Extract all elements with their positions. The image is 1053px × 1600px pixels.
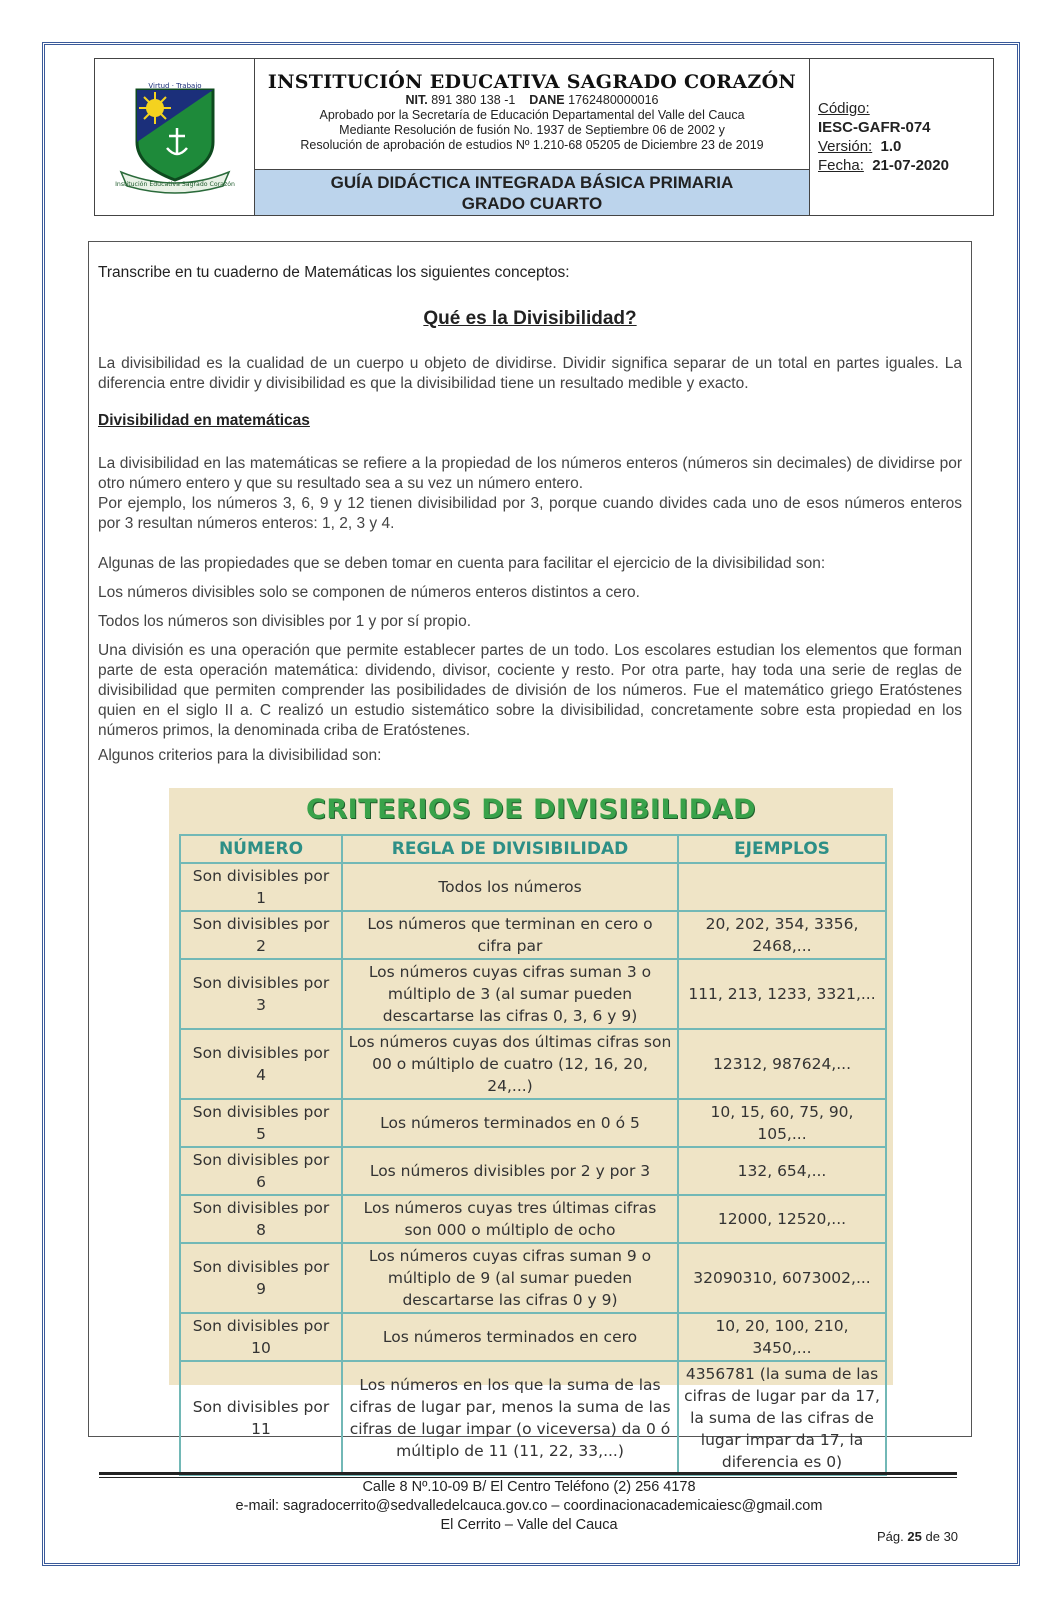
row-number: Son divisibles por 2 — [180, 911, 342, 959]
criteria-table — [179, 834, 887, 1476]
row-number: Son divisibles por 10 — [180, 1313, 342, 1361]
version-value: 1.0 — [880, 138, 902, 155]
footer-email: e-mail: sagradocerrito@sedvalledelcauca.gov.co – coordinacionacademicaiesc@gmail.com — [235, 1498, 823, 1514]
row-number: Son divisibles por 6 — [180, 1147, 342, 1195]
row-examples: 111, 213, 1233, 3321,... — [678, 959, 886, 1029]
code-value: IESC-GAFR-074 — [818, 119, 931, 136]
row-rule: Los números terminados en cero — [342, 1313, 678, 1361]
row-number: Son divisibles por 9 — [180, 1243, 342, 1313]
property-nonzero: Los números divisibles solo se componen de números enteros distintos a cero. — [98, 584, 640, 601]
subheading-math: Divisibilidad en matemáticas — [98, 412, 310, 429]
table-row — [180, 1313, 886, 1361]
row-rule: Los números cuyas tres últimas cifras son 000 o múltiplo de ocho — [342, 1195, 678, 1243]
document-code-block — [810, 59, 993, 215]
section-title: Qué es la Divisibilidad? — [423, 308, 637, 329]
header-numero: NÚMERO — [180, 835, 342, 863]
property-self: Todos los números son divisibles por 1 y por sí propio. — [98, 613, 472, 630]
footer-city: El Cerrito – Valle del Cauca — [440, 1517, 618, 1533]
institution-name: INSTITUCIÓN EDUCATIVA SAGRADO CORAZÓN — [267, 71, 797, 93]
nit-dane-line: NIT. 891 380 138 -1 DANE 1762480000016 — [405, 93, 659, 107]
row-examples: 12000, 12520,... — [678, 1195, 886, 1243]
table-header-row — [180, 835, 886, 863]
fusion-line: Mediante Resolución de fusión No. 1937 de Septiembre 06 de 2002 y — [339, 123, 725, 137]
paragraph-definition: La divisibilidad es la cualidad de un cuerpo u objeto de dividirse. Dividir significa separar de un total en partes iguales. La diferencia entre dividir y divisibilidad es que la divisibilidad tiene un resultado medible y exacto. — [98, 355, 962, 392]
row-rule: Los números en los que la suma de las cifras de lugar par, menos la suma de las cifras de lugar impar (o viceversa) da 0 ó múltiplo de 11 (11, 22, 33,...) — [342, 1361, 678, 1475]
criteria-title: CRITERIOS DE DIVISIBILIDAD — [306, 794, 756, 825]
approval-line: Aprobado por la Secretaría de Educación Departamental del Valle del Cauca — [319, 108, 745, 122]
table-row — [180, 911, 886, 959]
date-value: 21-07-2020 — [872, 157, 949, 174]
table-row — [180, 1147, 886, 1195]
header-ejemplos: EJEMPLOS — [678, 835, 886, 863]
svg-text:Institución Educativa Sagrado: Institución Educativa Sagrado Corazón — [114, 181, 235, 188]
version-label: Versión: — [818, 138, 873, 155]
guide-title-band: GUÍA DIDÁCTICA INTEGRADA BÁSICA PRIMARIA GRADO CUARTO — [255, 169, 809, 215]
svg-text:Virtud · Trabajo: Virtud · Trabajo — [147, 82, 202, 90]
date-label: Fecha: — [818, 157, 864, 174]
school-logo — [95, 59, 255, 215]
document-header — [94, 58, 994, 216]
table-row — [180, 959, 886, 1029]
table-row — [180, 1099, 886, 1147]
row-number: Son divisibles por 11 — [180, 1361, 342, 1475]
row-rule: Los números que terminan en cero o cifra par — [342, 911, 678, 959]
header-regla: REGLA DE DIVISIBILIDAD — [342, 835, 678, 863]
row-examples: 12312, 987624,... — [678, 1029, 886, 1099]
paragraph-properties: Algunas de las propiedades que se deben tomar en cuenta para facilitar el ejercicio de la divisibilidad son: — [98, 555, 826, 572]
shield-icon — [115, 76, 235, 198]
row-rule: Los números divisibles por 2 y por 3 — [342, 1147, 678, 1195]
row-number: Son divisibles por 8 — [180, 1195, 342, 1243]
row-number: Son divisibles por 5 — [180, 1099, 342, 1147]
row-examples — [678, 863, 886, 911]
document-footer — [94, 1478, 964, 1535]
page-number: Pág. 25 de 30 — [877, 1529, 959, 1544]
row-rule: Los números terminados en 0 ó 5 — [342, 1099, 678, 1147]
row-number: Son divisibles por 1 — [180, 863, 342, 911]
row-examples: 10, 15, 60, 75, 90, 105,... — [678, 1099, 886, 1147]
paragraph-division: Una división es una operación que permite establecer partes de un todo. Los escolares estudian los elementos que forman parte de esta operación matemática: dividendo, divisor, cociente y resto. Por otra parte, hay toda una serie de reglas de divisibilidad que permiten comprender las posibilidades de división de los números. Fue el matemático griego Eratóstenes quien en el siglo II a. C realizó un estudio sistemático sobre la divisibilidad, concretamente sobre esta propiedad en los números primos, la denominada criba de Eratóstenes. — [98, 642, 962, 739]
table-row — [180, 1243, 886, 1313]
table-row — [180, 1195, 886, 1243]
row-rule: Los números cuyas cifras suman 9 o múltiplo de 9 (al sumar pueden descartarse las cifras 0 y 9) — [342, 1243, 678, 1313]
intro-text: Transcribe en tu cuaderno de Matemáticas los siguientes conceptos: — [98, 264, 570, 281]
row-rule: Los números cuyas cifras suman 3 o múltiplo de 3 (al sumar pueden descartarse las cifras 0, 3, 6 y 9) — [342, 959, 678, 1029]
paragraph-example: Por ejemplo, los números 3, 6, 9 y 12 tienen divisibilidad por 3, porque cuando divides cada uno de esos números enteros por 3 resultan números enteros: 1, 2, 3 y 4. — [98, 495, 962, 532]
row-examples: 10, 20, 100, 210, 3450,... — [678, 1313, 886, 1361]
paragraph-math: La divisibilidad en las matemáticas se refiere a la propiedad de los números enteros (números sin decimales) de dividirse por otro número entero y que su resultado sea a su vez un número entero. — [98, 455, 962, 492]
row-rule: Todos los números — [342, 863, 678, 911]
row-examples: 20, 202, 354, 3356, 2468,... — [678, 911, 886, 959]
table-row — [180, 1361, 886, 1475]
row-rule: Los números cuyas dos últimas cifras son 00 o múltiplo de cuatro (12, 16, 20, 24,...) — [342, 1029, 678, 1099]
content-box — [88, 241, 972, 1471]
resolution-line: Resolución de aprobación de estudios Nº 1.210-68 05205 de Diciembre 23 de 2019 — [300, 138, 764, 152]
row-number: Son divisibles por 3 — [180, 959, 342, 1029]
table-row — [180, 863, 886, 911]
row-examples: 32090310, 6073002,... — [678, 1243, 886, 1313]
paragraph-criteria-intro: Algunos criterios para la divisibilidad son: — [98, 747, 382, 764]
footer-divider — [99, 1472, 957, 1475]
code-label: Código: — [818, 100, 870, 117]
row-examples: 132, 654,... — [678, 1147, 886, 1195]
footer-address: Calle 8 Nº.10-09 B/ El Centro Teléfono (2) 256 4178 — [362, 1479, 696, 1495]
row-examples: 4356781 (la suma de las cifras de lugar par da 17, la suma de las cifras de lugar impar da 17, la diferencia es 0) — [678, 1361, 886, 1475]
criteria-image — [169, 788, 893, 1471]
row-number: Son divisibles por 4 — [180, 1029, 342, 1099]
table-row — [180, 1029, 886, 1099]
